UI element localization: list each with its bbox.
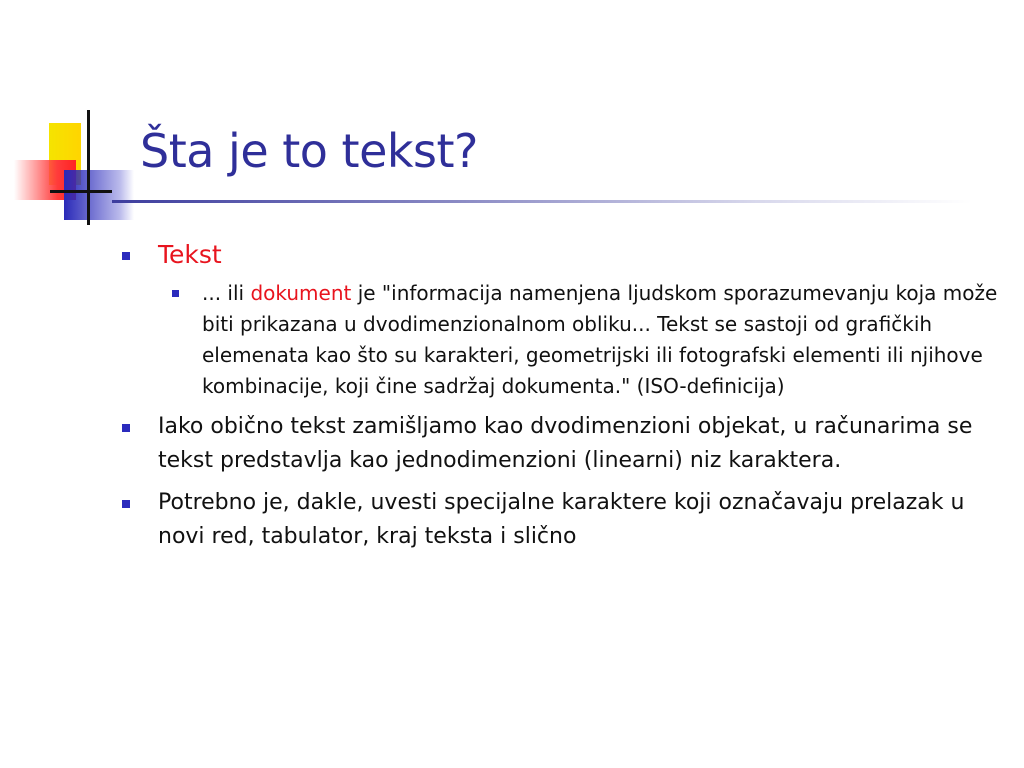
bullet-text: Tekst [158, 240, 222, 269]
sub-bullet-prefix: ... ili [202, 281, 251, 305]
bullet-item-tekst [118, 238, 998, 272]
decorative-squares-logo [0, 0, 140, 240]
square-bullet-icon [172, 290, 179, 297]
bullet-item-special-chars [118, 486, 998, 554]
slide-title: Šta je to tekst? [140, 124, 478, 178]
logo-horizontal-line [50, 190, 112, 193]
bullet-list [118, 238, 998, 554]
square-bullet-icon [122, 424, 130, 432]
logo-vertical-line [87, 110, 90, 225]
sub-bullet-suffix: je "informacija namenjena ljudskom sporazumevanju koja može biti prikazana u dvodimenzionalnom obliku... Tekst se sastoji od grafičkih elemenata kao što su karakteri, geometrijski ili fotografski elementi ili njihove kombinacije, koji čine sadržaj dokumenta." (ISO-definicija) [202, 281, 998, 398]
bullet-text: Iako obično tekst zamišljamo kao dvodimenzioni objekat, u računarima se tekst predstavlja kao jednodimenzioni (linearni) niz karaktera. [158, 414, 973, 473]
title-underline [112, 200, 972, 203]
sub-bullet-highlight: dokument [250, 281, 352, 305]
square-bullet-icon [122, 500, 130, 508]
bullet-text: Potrebno je, dakle, uvesti specijalne karaktere koji označavaju prelazak u novi red, tabulator, kraj teksta i slično [158, 490, 965, 549]
logo-blue-square [64, 170, 134, 220]
sub-bullet-item-definition [118, 278, 998, 402]
bullet-item-dimension [118, 410, 998, 478]
square-bullet-icon [122, 252, 130, 260]
